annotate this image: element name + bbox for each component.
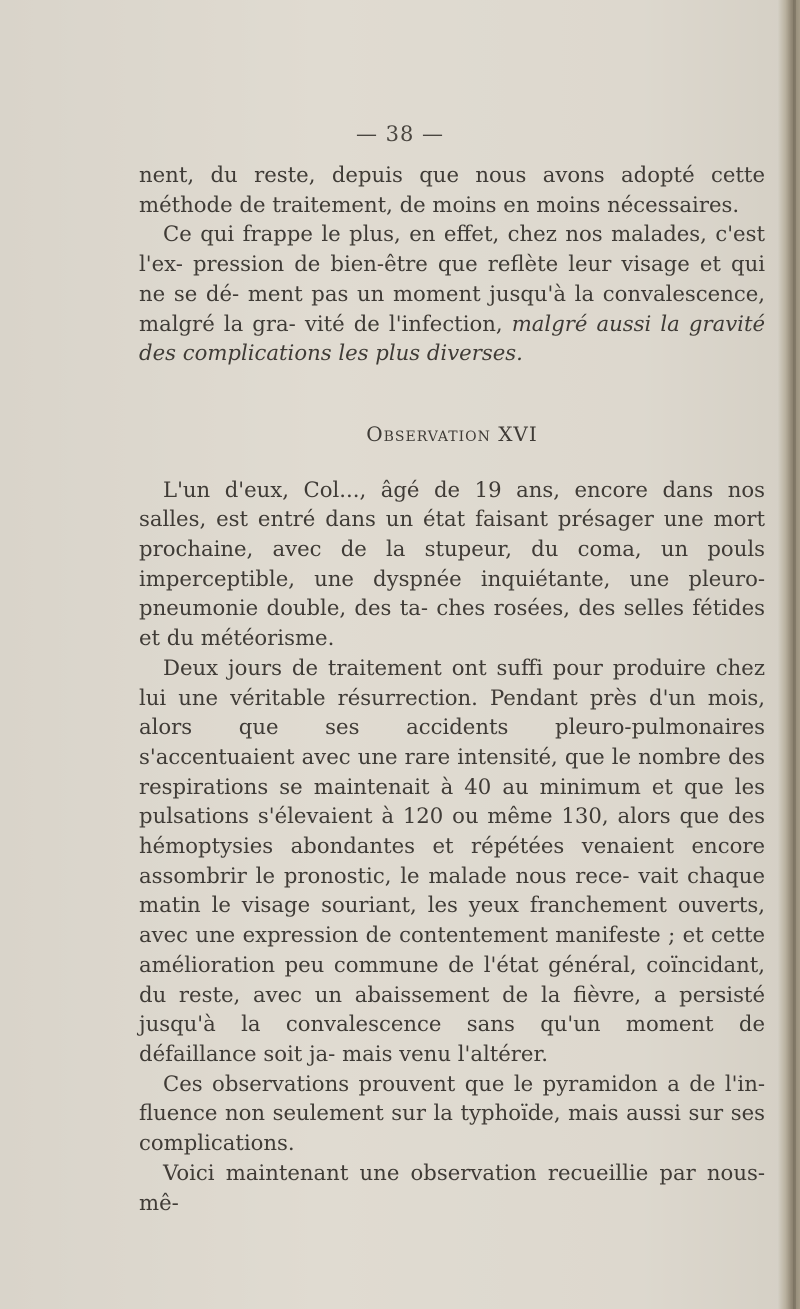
paragraph-continuation: nent, du reste, depuis que nous avons adopté cette méthode de traitement, de moins en moins nécessaires.: [139, 162, 765, 217]
page-body: [139, 160, 765, 1217]
paragraph-expression: [139, 219, 765, 368]
paragraph-case: L'un d'eux, Col..., âgé de 19 ans, encore dans nos salles, est entré dans un état faisant présager une mort prochaine, avec de la stupeur, du coma, un pouls imperceptible, une dyspnée inquiétante, une pleuro-pneumonie double, des ta- ches rosées, des selles fétides et du météorisme.: [139, 476, 765, 651]
paragraph-treatment: Deux jours de traitement ont suffi pour produire chez lui une véritable résurrection. Pendant près d'un mois, alors que ses accidents pleuro-pulmonaires s'accentuaient avec une rare intensité, que le nombre des respirations se maintenait à 40 au minimum et que les pulsations s'élevaient à 120 ou même 130, alors que des hémoptysies abondantes et répétées venaient encore assombrir le pronostic, le malade nous rece- vait chaque matin le visage souriant, les yeux franchement ouverts, avec une expression de contentement manifeste ; et cette amélioration peu commune de l'état général, coïncidant, du reste, avec un abaissement de la fièvre, a persisté jusqu'à la convalescence sans qu'un moment de défaillance soit ja- mais venu l'altérer.: [139, 654, 765, 1066]
observation-heading-label: Observation XVI: [366, 421, 538, 446]
paragraph-expression-italic: malgré aussi la gravité des complications les plus diverses.: [139, 310, 765, 366]
paragraph-conclusion: Ces observations prouvent que le pyramidon a de l'in- fluence non seulement sur la typhoïde, mais aussi sur ses complications.: [139, 1070, 765, 1156]
page-binding-edge: [778, 0, 800, 1309]
observation-heading: [139, 420, 765, 450]
page-number: — 38 —: [355, 122, 445, 146]
paragraph-expression-text: Ce qui frappe le plus, en effet, chez nos malades, c'est l'ex- pression de bien-être que reflète leur visage et qui ne se dé- ment pas un moment jusqu'à la convalescence, malgré la gra- vité de l'infection,: [139, 221, 765, 336]
paragraph-next-observation: Voici maintenant une observation recueillie par nous-mê-: [139, 1159, 765, 1215]
